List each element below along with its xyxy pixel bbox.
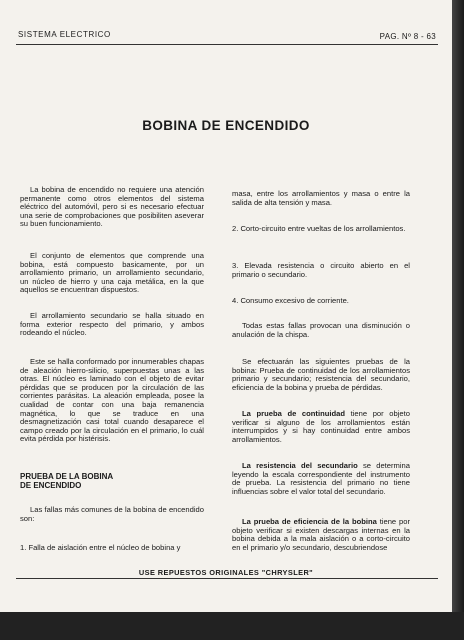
- paragraph-intro: La bobina de encendido no requiere una atención permanente como otros elementos del sistema eléctrico del automóvil, pero si es necesario efectuar una serie de comprobaciones que posibiliten aseverar su buen funcionamiento.: [20, 185, 204, 229]
- fault-item-3: 3. Elevada resistencia o circuito abierto en el primario o secundario.: [232, 261, 410, 279]
- efficiency-term: La prueba de eficiencia de la bobina: [242, 517, 377, 526]
- footer-rule: [16, 578, 438, 579]
- fault-item-1-continued: masa, entre los arrollamientos y masa o entre la salida de alta tensión y masa.: [232, 189, 410, 207]
- left-column: [20, 0, 204, 600]
- paragraph-tests: Se efectuarán las siguientes pruebas de la bobina: Prueba de continuidad de los arrollamientos primario y secundario; resistencia del secundario, eficiencia de la bobina y prueba de pérdidas.: [232, 357, 410, 392]
- paragraph-spark: Todas estas fallas provocan una disminución o anulación de la chispa.: [232, 321, 410, 339]
- resistance-term: La resistencia del secundario: [242, 461, 358, 470]
- continuity-term: La prueba de continuidad: [242, 409, 345, 418]
- fault-item-4: 4. Consumo excesivo de corriente.: [232, 296, 349, 305]
- fault-item-2: 2. Corto-circuito entre vueltas de los arrollamientos.: [232, 224, 406, 233]
- efficiency-text: tiene por objeto verificar si existen descargas internas en la bobina debida a la mala aislación o a corto-circuito en el primario y/o secundario, descubriendose: [232, 517, 410, 552]
- section-heading: [20, 472, 204, 490]
- fault-item-1: 1. Falla de aislación entre el núcleo de bobina y: [20, 543, 181, 552]
- right-column: [232, 0, 410, 600]
- footer-note: USE REPUESTOS ORIGINALES "CHRYSLER": [138, 568, 314, 577]
- paragraph-core: Este se halla conformado por innumerables chapas de aleación hierro-silicio, superpuestas unas a las otras. El núcleo es laminado con el objeto de evitar pérdidas que se producen por la circulación de las corrientes parásitas. La aleación empleada, posee la cualidad de contar con una baja remanencia magnética, lo que se traduce en una desmagnetización casi total cuando desaparece el campo creado por la circulación en el primario, lo cuál evita pérdida por histérisis.: [20, 357, 204, 444]
- heading-line-1: PRUEBA DE LA BOBINA: [20, 472, 114, 481]
- section-header: SISTEMA ELECTRICO: [18, 30, 111, 39]
- paragraph-continuity: [232, 410, 410, 444]
- heading-line-2: DE ENCENDIDO: [20, 481, 82, 490]
- paragraph-resistance: [232, 462, 410, 496]
- paragraph-components: El conjunto de elementos que comprende una bobina, está compuesto basicamente, por un arrollamiento primario, un arrollamiento secundario, un núcleo de hierro y una caja metálica, en la que aquellos se encuentran dispuestos.: [20, 251, 204, 295]
- page-number: PAG. Nº 8 - 63: [379, 32, 436, 41]
- background-bottom: [0, 612, 464, 640]
- page-title: BOBINA DE ENCENDIDO: [142, 118, 310, 133]
- page-edge-shadow: [452, 0, 464, 640]
- resistance-text: se determina leyendo la escala correspondiente del instrumento de prueba. La resistencia del primario no tiene influencias sobre el valor total del secundario.: [232, 461, 410, 496]
- paragraph-efficiency: [232, 518, 410, 552]
- continuity-text: tiene por objeto verificar si alguno de los arrollamientos están interrumpidos y si hay continuidad entre ambos arrollamientos.: [232, 409, 410, 444]
- paragraph-secondary: El arrollamiento secundario se halla situado en forma exterior respecto del primario, y ambos rodeando el núcleo.: [20, 311, 204, 338]
- paragraph-common-faults: Las fallas más comunes de la bobina de encendido son:: [20, 505, 204, 523]
